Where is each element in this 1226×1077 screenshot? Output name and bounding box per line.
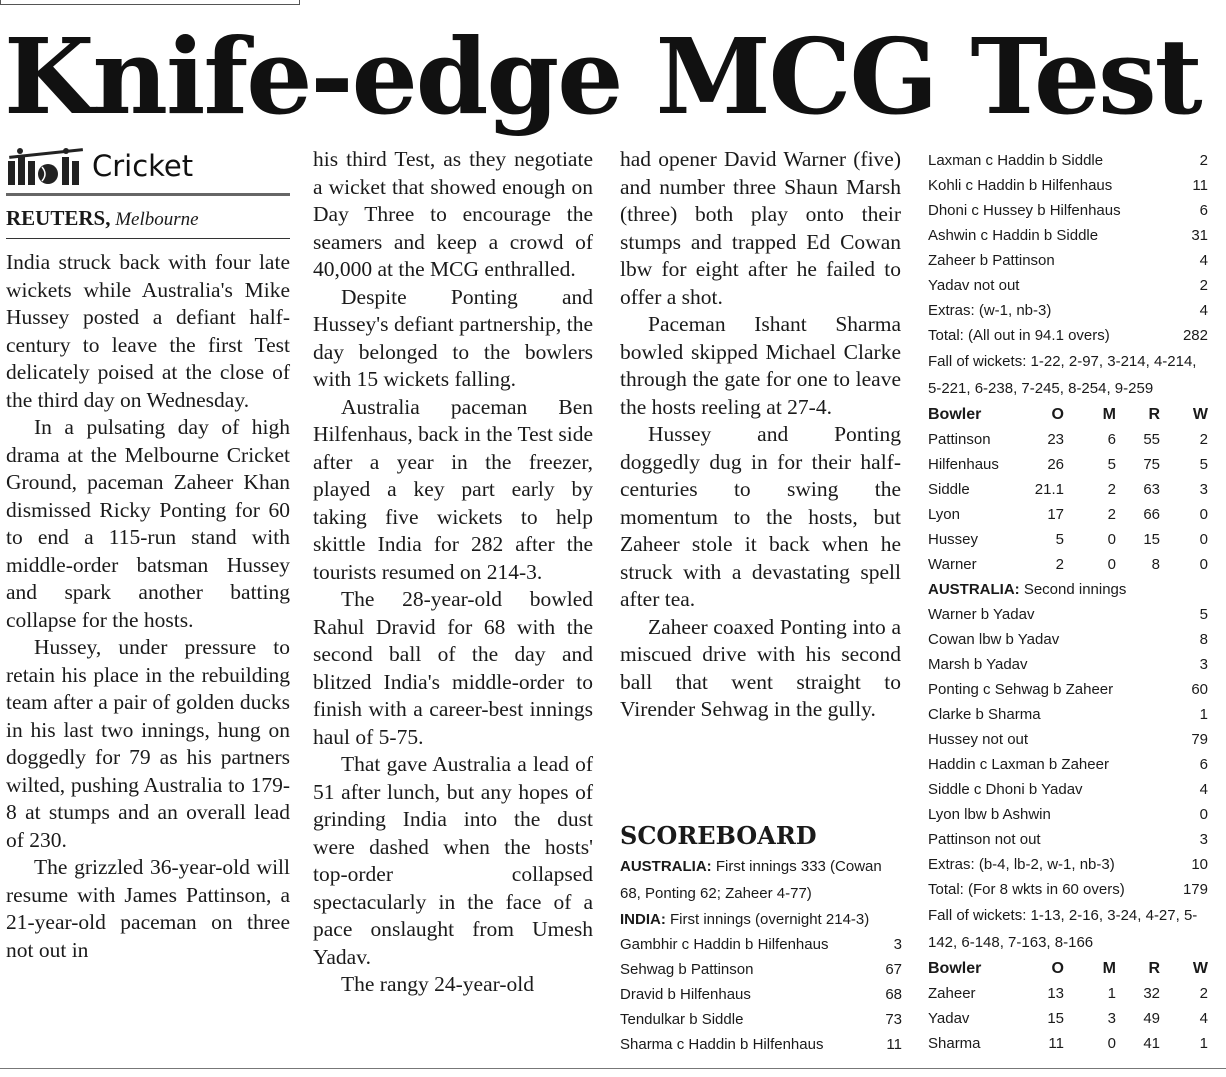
bowler-wickets: 4 (1199, 1010, 1208, 1027)
scoreboard (620, 815, 902, 1057)
bowler-overs: 11 (1048, 1035, 1064, 1052)
story-paragraph: Australia paceman Ben Hilfenhaus, back in the Test side after a year in the freezer, played a key part early by taking five wickets to help skittle India for 282 after the tourists resumed on 214-3. (313, 394, 593, 584)
bowler-maidens: 6 (1107, 431, 1116, 448)
bowler-runs: 63 (1143, 481, 1160, 498)
bowler-overs: 15 (1047, 1010, 1064, 1027)
bowler-runs: 15 (1143, 531, 1160, 548)
dateline-city: Melbourne (115, 209, 199, 230)
batsman-dismissal: Dhoni c Hussey b Hilfenhaus (928, 202, 1121, 219)
batsman-dismissal: Warner b Yadav (928, 606, 1035, 623)
batsman-dismissal: Zaheer b Pattinson (928, 252, 1055, 269)
bowling-row (928, 477, 1208, 502)
aus-fall-of-wickets: Fall of wickets: 1-13, 2-16, 3-24, 4-27, 5-142, 6-148, 7-163, 8-166 (928, 907, 1198, 951)
batsman-dismissal: Hussey not out (928, 731, 1029, 748)
batting-row (928, 273, 1208, 298)
batsman-runs: 282 (1182, 327, 1208, 344)
bowling-row (928, 552, 1208, 577)
ind-bowling-list (928, 981, 1208, 1056)
batsman-dismissal: Gambhir c Haddin b Hilfenhaus (620, 936, 829, 953)
batsman-runs: 3 (1199, 831, 1208, 848)
batting-row (620, 957, 902, 982)
bowling-row (928, 1006, 1208, 1031)
batting-row (928, 752, 1208, 777)
innings-label: AUSTRALIA: (928, 581, 1020, 598)
batsman-dismissal: Dravid b Hilfenhaus (620, 986, 751, 1003)
batsman-runs: 179 (1182, 881, 1208, 898)
scoreboard-continued (928, 148, 1208, 1056)
batsman-runs: 31 (1191, 227, 1208, 244)
batsman-runs: 0 (1199, 806, 1208, 823)
aus-second-innings (928, 577, 1208, 602)
batsman-runs: 11 (1192, 177, 1208, 194)
innings-label: INDIA: (620, 911, 666, 928)
overs-header: O (1051, 406, 1064, 423)
story-paragraph: That gave Australia a lead of 51 after lunch, but any hopes of grinding India into the dust were dashed when the hosts' top-order collapsed spectacularly in the face of a pace onslaught from Umesh Yadav. (313, 752, 593, 969)
batting-row (928, 777, 1208, 802)
batsman-dismissal: Sharma c Haddin b Hilfenhaus (620, 1036, 824, 1053)
story-paragraph: India struck back with four late wickets while Australia's Mike Hussey posted a defiant half-century to leave the first Test delicately poised at the close of the third day on Wednesday. (6, 250, 290, 412)
story-column-2 (313, 146, 593, 999)
batsman-dismissal: Yadav not out (928, 277, 1020, 294)
cricket-icon (6, 147, 86, 187)
batsman-dismissal: Total: (All out in 94.1 overs) (928, 327, 1110, 344)
batsman-runs: 6 (1199, 756, 1208, 773)
batsman-runs: 8 (1199, 631, 1208, 648)
bowler-runs: 49 (1143, 1010, 1160, 1027)
ind-batting-list (928, 148, 1208, 348)
batting-row (928, 198, 1208, 223)
bowler-maidens: 0 (1107, 1035, 1116, 1052)
headline: Knife-edge MCG Test (4, 15, 1201, 138)
batting-row (928, 223, 1208, 248)
bowling-row (928, 452, 1208, 477)
bowler-name: Hussey (928, 531, 979, 548)
bowler-overs: 5 (1055, 531, 1064, 548)
bowler-overs: 17 (1047, 506, 1064, 523)
batsman-dismissal: Extras: (b-4, lb-2, w-1, nb-3) (928, 856, 1115, 873)
story-column-1 (6, 145, 290, 964)
story-column-3 (620, 146, 901, 724)
batting-row (928, 802, 1208, 827)
batsman-dismissal: Ashwin c Haddin b Siddle (928, 227, 1099, 244)
story-paragraph: his third Test, as they negotiate a wicket that showed enough on Day Three to encourage the seamers and keep a crowd of 40,000 at the MCG enthralled. (313, 147, 593, 281)
batsman-runs: 2 (1199, 277, 1208, 294)
bowler-maidens: 0 (1107, 556, 1116, 573)
batting-row (928, 727, 1208, 752)
batsman-dismissal: Ponting c Sehwag b Zaheer (928, 681, 1114, 698)
bowler-maidens: 0 (1107, 531, 1116, 548)
story-paragraph: had opener David Warner (five) and number three Shaun Marsh (three) both play onto their stumps and trapped Ed Cowan lbw for eight after he failed to offer a shot. (620, 147, 901, 309)
batsman-dismissal: Clarke b Sharma (928, 706, 1041, 723)
story-paragraph: The rangy 24-year-old (341, 972, 534, 996)
bowler-runs: 8 (1151, 556, 1160, 573)
bowler-runs: 66 (1143, 506, 1160, 523)
innings-summary: Second innings (1023, 581, 1127, 598)
batsman-runs: 3 (893, 936, 902, 953)
bowling-header (928, 956, 1208, 981)
batsman-dismissal: Pattinson not out (928, 831, 1041, 848)
batting-row (620, 982, 902, 1007)
batsman-dismissal: Cowan lbw b Yadav (928, 631, 1060, 648)
ind-batting-list (620, 932, 902, 1057)
maidens-header: M (1102, 960, 1116, 977)
bowler-name: Siddle (928, 481, 970, 498)
bowler-runs: 41 (1143, 1035, 1160, 1052)
maidens-header: M (1102, 406, 1116, 423)
batting-row (928, 702, 1208, 727)
wickets-header: W (1192, 960, 1208, 977)
batsman-dismissal: Lyon lbw b Ashwin (928, 806, 1051, 823)
bowler-maidens: 2 (1107, 481, 1116, 498)
story-paragraph: Hussey, under pressure to retain his place in the rebuilding team after a pair of golden ducks in his last two innings, hung on doggedly for 79 as his partners wilted, pushing Australia to 179-8 at stumps and an overall lead of 230. (6, 635, 290, 852)
story-paragraph: The grizzled 36-year-old will resume with James Pattinson, a 21-year-old paceman on three not out in (6, 855, 290, 962)
bowler-overs: 2 (1055, 556, 1064, 573)
bowler-name: Zaheer (928, 985, 976, 1002)
bowling-row (928, 981, 1208, 1006)
bowler-wickets: 5 (1199, 456, 1208, 473)
bowling-row (928, 1031, 1208, 1056)
batting-row (620, 1007, 902, 1032)
batsman-dismissal: Marsh b Yadav (928, 656, 1028, 673)
batsman-runs: 4 (1199, 781, 1208, 798)
batsman-runs: 68 (885, 986, 902, 1003)
innings-summary: First innings (overnight 214-3) (670, 911, 870, 928)
bowler-wickets: 0 (1199, 556, 1208, 573)
batsman-runs: 3 (1199, 656, 1208, 673)
batting-row (928, 852, 1208, 877)
bowler-runs: 32 (1143, 985, 1160, 1002)
batting-row (928, 602, 1208, 627)
bottom-rule (0, 1068, 1226, 1069)
story-paragraph: Despite Ponting and Hussey's defiant partnership, the day belonged to the bowlers with 15 wickets falling. (313, 284, 593, 391)
story-paragraph: Hussey and Ponting doggedly dug in for their half-centuries to swing the momentum to the hosts, but Zaheer stole it back when he struck with a devastating spell after tea. (620, 422, 901, 611)
bowler-wickets: 0 (1199, 531, 1208, 548)
batting-row (620, 1032, 902, 1057)
batsman-dismissal: Tendulkar b Siddle (620, 1011, 744, 1028)
batsman-runs: 1 (1199, 706, 1208, 723)
batting-row (928, 627, 1208, 652)
batting-row (928, 652, 1208, 677)
section-tag-label: Cricket (92, 149, 194, 184)
bowler-header: Bowler (928, 406, 982, 423)
story-paragraph: Paceman Ishant Sharma bowled skipped Michael Clarke through the gate for one to leave the hosts reeling at 27-4. (620, 312, 901, 419)
runs-header: R (1148, 406, 1160, 423)
batsman-runs: 60 (1191, 681, 1208, 698)
bowling-row (928, 502, 1208, 527)
batsman-runs: 73 (885, 1011, 902, 1028)
bowler-name: Pattinson (928, 431, 991, 448)
bowler-name: Warner (928, 556, 977, 573)
batsman-dismissal: Sehwag b Pattinson (620, 961, 754, 978)
runs-header: R (1148, 960, 1160, 977)
batsman-runs: 4 (1199, 252, 1208, 269)
bowling-header (928, 402, 1208, 427)
bowler-maidens: 2 (1107, 506, 1116, 523)
aus-batting-list (928, 602, 1208, 902)
innings-summary: First innings 333 (Cowan 68, Ponting 62; Zaheer 4-77) (620, 858, 882, 902)
bowler-maidens: 5 (1107, 456, 1116, 473)
story-paragraph: In a pulsating day of high drama at the Melbourne Cricket Ground, paceman Zaheer Khan dismissed Ricky Ponting for 60 to end a 115-run stand with middle-order batsman Hussey and spark another batting collapse for the hosts. (6, 415, 290, 632)
bowler-header: Bowler (928, 960, 982, 977)
bowler-runs: 55 (1143, 431, 1160, 448)
bowler-wickets: 2 (1199, 431, 1208, 448)
bowler-name: Hilfenhaus (928, 456, 999, 473)
batsman-runs: 4 (1199, 302, 1208, 319)
scoreboard-title: SCOREBOARD (620, 821, 817, 850)
batsman-dismissal: Siddle c Dhoni b Yadav (928, 781, 1083, 798)
batsman-dismissal: Extras: (w-1, nb-3) (928, 302, 1052, 319)
bowler-wickets: 0 (1199, 506, 1208, 523)
batsman-runs: 10 (1191, 856, 1208, 873)
ind-fall-of-wickets: Fall of wickets: 1-22, 2-97, 3-214, 4-214, 5-221, 6-238, 7-245, 8-254, 9-259 (928, 353, 1197, 397)
batsman-dismissal: Kohli c Haddin b Hilfenhaus (928, 177, 1113, 194)
batting-row (928, 173, 1208, 198)
bowler-name: Yadav (928, 1010, 970, 1027)
batting-row (928, 323, 1208, 348)
bowler-wickets: 3 (1199, 481, 1208, 498)
batting-row (928, 877, 1208, 902)
overs-header: O (1051, 960, 1064, 977)
bowler-maidens: 3 (1107, 1010, 1116, 1027)
bowler-maidens: 1 (1107, 985, 1116, 1002)
batting-row (620, 932, 902, 957)
bowler-overs: 21.1 (1034, 481, 1064, 498)
batsman-dismissal: Haddin c Laxman b Zaheer (928, 756, 1109, 773)
batting-row (928, 248, 1208, 273)
aus-first-innings (620, 853, 902, 907)
bowler-wickets: 2 (1199, 985, 1208, 1002)
batsman-runs: 79 (1191, 731, 1208, 748)
dateline (6, 206, 290, 239)
batsman-runs: 6 (1199, 202, 1208, 219)
dateline-agency: REUTERS, (6, 206, 111, 230)
top-rule (0, 0, 300, 5)
bowler-wickets: 1 (1199, 1035, 1208, 1052)
story-paragraph: Zaheer coaxed Ponting into a miscued drive with his second ball that went straight to Virender Sehwag in the gully. (620, 614, 901, 721)
batsman-runs: 67 (885, 961, 902, 978)
batsman-runs: 2 (1199, 152, 1208, 169)
bowler-overs: 26 (1047, 456, 1064, 473)
aus-bowling-list (928, 427, 1208, 577)
batting-row (928, 298, 1208, 323)
bowler-name: Sharma (928, 1035, 981, 1052)
batting-row (928, 148, 1208, 173)
bowler-name: Lyon (928, 506, 960, 523)
section-tag (6, 145, 290, 196)
bowler-overs: 23 (1047, 431, 1064, 448)
batting-row (928, 677, 1208, 702)
batsman-runs: 11 (886, 1036, 902, 1053)
batsman-dismissal: Total: (For 8 wkts in 60 overs) (928, 881, 1125, 898)
bowling-row (928, 527, 1208, 552)
bowler-runs: 75 (1143, 456, 1160, 473)
bowling-row (928, 427, 1208, 452)
story-paragraph: The 28-year-old bowled Rahul Dravid for 68 with the second ball of the day and blitzed India's middle-order to finish with a career-best innings haul of 5-75. (313, 587, 593, 749)
innings-label: AUSTRALIA: (620, 858, 712, 875)
batsman-runs: 5 (1199, 606, 1208, 623)
batsman-dismissal: Laxman c Haddin b Siddle (928, 152, 1104, 169)
wickets-header: W (1192, 406, 1208, 423)
batting-row (928, 827, 1208, 852)
bowler-overs: 13 (1047, 985, 1064, 1002)
ind-first-innings (620, 907, 902, 932)
